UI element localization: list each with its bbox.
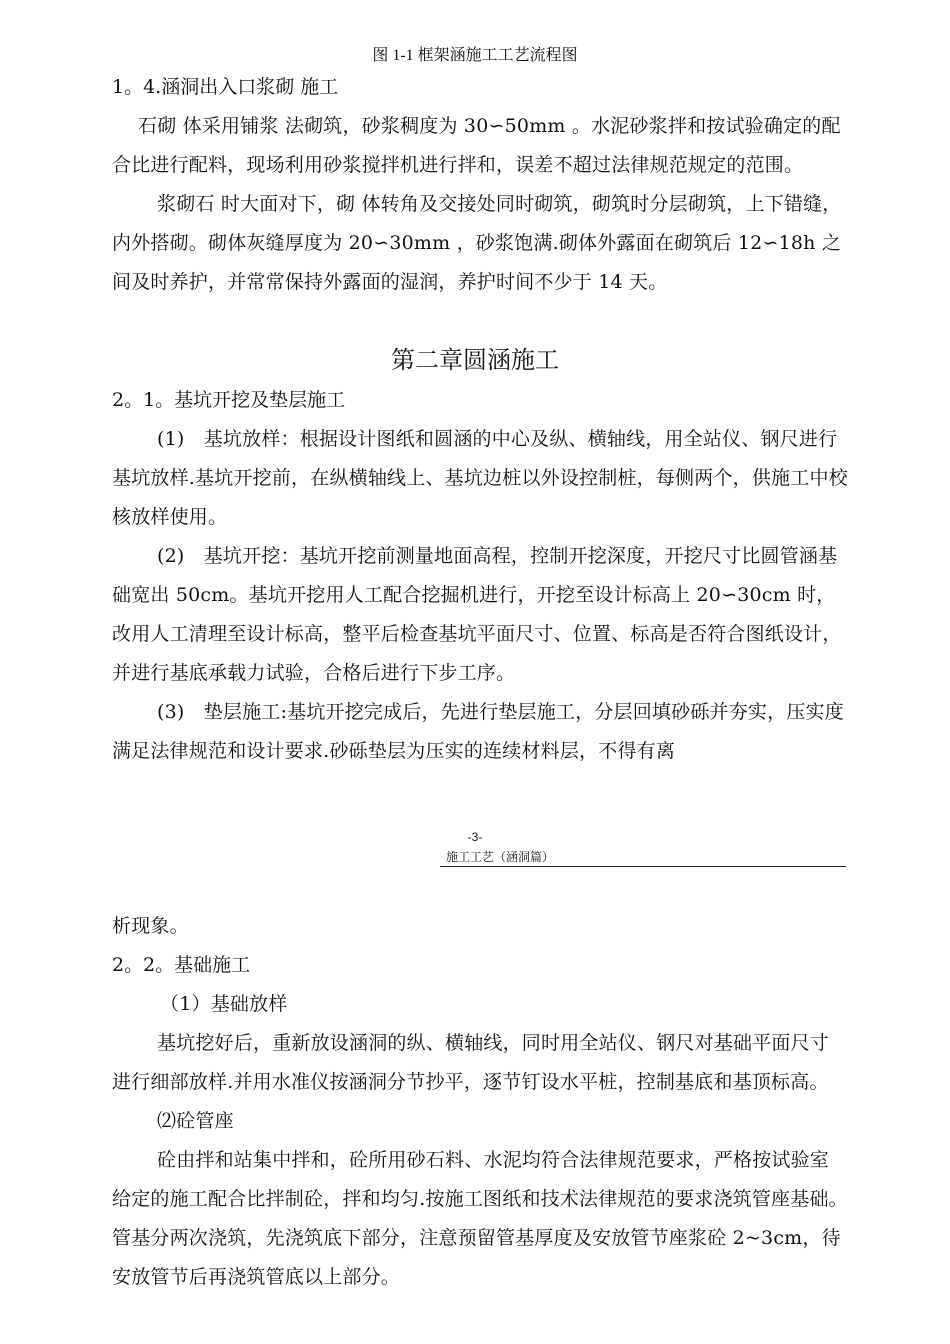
sub2-heading: ⑵砼管座 — [157, 1110, 234, 1132]
section-2-2-heading: 2。2。基础施工 — [112, 954, 251, 976]
section-1-4 — [112, 68, 848, 302]
page-number: -3- — [467, 830, 483, 844]
sub1-heading: （1）基础放样 — [160, 993, 288, 1015]
paragraph-masonry-curing: 浆砌石 时大面对下，砌 体转角及交接处同时砌筑，砌筑时分层砌筑，上下错缝，内外搭砌。砌体灰缝厚度为 20∽30mm ，砂浆饱满.砌体外露面在砌筑后 12∽18h 之间及时养护，并常常保持外露面的湿润，养护时间不少于 14 天。 — [112, 193, 842, 293]
section-2-1 — [112, 381, 848, 771]
item-foundation-pit-layout: (1) 基坑放样：根据设计图纸和圆涵的中心及纵、横轴线，用全站仪、钢尺进行基坑放样.基坑开挖前，在纵横轴线上、基坑边桩以外设控制桩，每侧两个，供施工中校核放样使用。 — [112, 428, 848, 528]
item-foundation-pit-excavation: (2) 基坑开挖：基坑开挖前测量地面高程，控制开挖深度，开挖尺寸比圆管涵基础宽出 50cm。基坑开挖用人工配合挖掘机进行，开挖至设计标高上 20∽30cm 时，改用人工清理至设计标高，整平后检查基坑平面尺寸、位置、标高是否符合图纸设计，并进行基底承载力试验，合格后进行下步工序。 — [112, 545, 842, 684]
figure-caption: 图 1-1 框架涵施工工艺流程图 — [372, 47, 578, 64]
sub1-text: 基坑挖好后，重新放设涵洞的纵、横轴线，同时用全站仪、钢尺对基础平面尺寸进行细部放样.并用水准仪按涵洞分节抄平，逐节钉设水平桩，控制基底和基顶标高。 — [112, 1032, 830, 1093]
running-header: 施工工艺（涵洞篇） — [440, 848, 846, 867]
continuation-text: 析现象。 — [112, 915, 189, 937]
section-2-1-heading: 2。1。基坑开挖及垫层施工 — [112, 389, 346, 411]
section-2-2 — [112, 907, 848, 1297]
item-cushion-construction: (3) 垫层施工:基坑开挖完成后，先进行垫层施工，分层回填砂砾并夯实，压实度满足法律规范和设计要求.砂砾垫层为压实的连续材料层，不得有离 — [112, 701, 844, 762]
sub2-text: 砼由拌和站集中拌和，砼所用砂石料、水泥均符合法律规范要求，严格按试验室给定的施工配合比拌制砼，拌和均匀.按施工图纸和技术法律规范的要求浇筑管座基础。管基分两次浇筑，先浇筑底下部分，注意预留管基厚度及安放管节座浆砼 2~3cm，待安放管节后再浇筑管底以上部分。 — [112, 1149, 848, 1288]
section-1-4-heading: 1。4.涵洞出入口浆砌 施工 — [112, 76, 339, 98]
paragraph-masonry-method: 石砌 体采用铺浆 法砌筑，砂浆稠度为 30∽50mm 。水泥砂浆拌和按试验确定的配合比进行配料，现场利用砂浆搅拌机进行拌和，误差不超过法律规范规定的范围。 — [112, 115, 841, 176]
chapter-title: 第二章圆涵施工 — [391, 346, 559, 374]
